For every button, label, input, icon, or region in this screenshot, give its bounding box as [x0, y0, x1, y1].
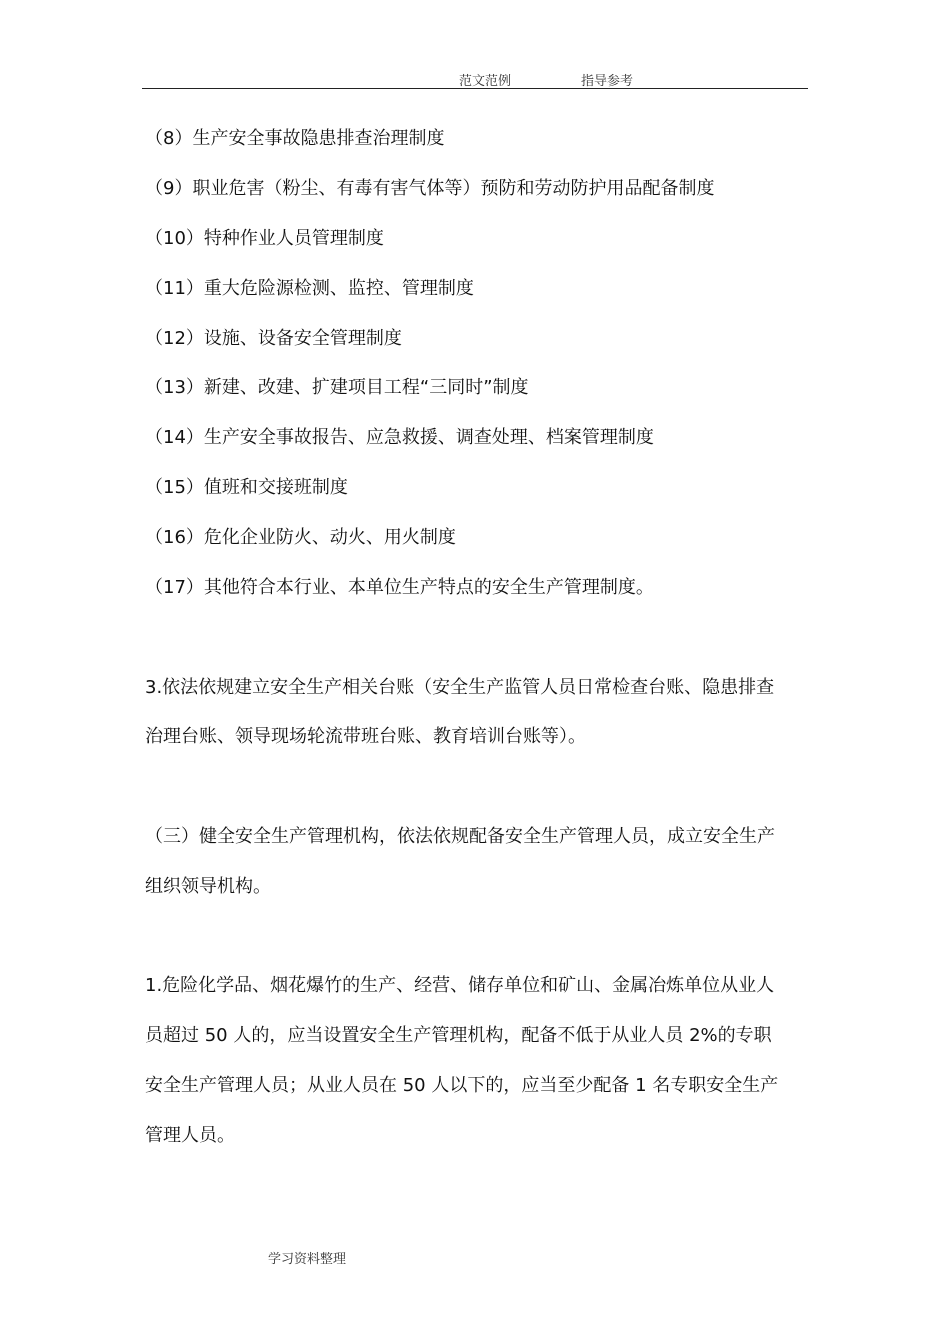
list-item: （10）特种作业人员管理制度 — [145, 228, 384, 249]
section-heading-line: 组织领导机构。 — [145, 876, 271, 897]
paragraph-line: 治理台账、领导现场轮流带班台账、教育培训台账等）。 — [145, 726, 586, 747]
paragraph-line: 管理人员。 — [145, 1125, 235, 1146]
list-item: （12）设施、设备安全管理制度 — [145, 328, 402, 349]
list-item: （11）重大危险源检测、监控、管理制度 — [145, 278, 474, 299]
header-right-text: 指导参考 — [581, 74, 634, 89]
paragraph-line: 安全生产管理人员；从业人员在 50 人以下的，应当至少配备 1 名专职安全生产 — [145, 1075, 779, 1096]
list-item: （8）生产安全事故隐患排查治理制度 — [145, 128, 445, 149]
list-item: （15）值班和交接班制度 — [145, 477, 348, 498]
page-header — [142, 68, 808, 89]
paragraph-line: 员超过 50 人的，应当设置安全生产管理机构，配备不低于从业人员 2%的专职 — [145, 1025, 772, 1046]
list-item: （13）新建、改建、扩建项目工程“三同时”制度 — [145, 377, 529, 398]
list-item: （16）危化企业防火、动火、用火制度 — [145, 527, 456, 548]
list-item: （17）其他符合本行业、本单位生产特点的安全生产管理制度。 — [145, 577, 654, 598]
section-heading-line: （三）健全安全生产管理机构，依法依规配备安全生产管理人员，成立安全生产 — [145, 826, 775, 847]
paragraph-line: 1.危险化学品、烟花爆竹的生产、经营、储存单位和矿山、金属冶炼单位从业人 — [145, 975, 775, 996]
list-item: （14）生产安全事故报告、应急救援、调查处理、档案管理制度 — [145, 427, 654, 448]
page-footer: 学习资料整理 — [268, 1252, 347, 1267]
header-left-text: 范文范例 — [459, 74, 512, 89]
paragraph-line: 3.依法依规建立安全生产相关台账（安全生产监管人员日常检查台账、隐患排查 — [145, 677, 775, 698]
list-item: （9）职业危害（粉尘、有毒有害气体等）预防和劳动防护用品配备制度 — [145, 178, 715, 199]
